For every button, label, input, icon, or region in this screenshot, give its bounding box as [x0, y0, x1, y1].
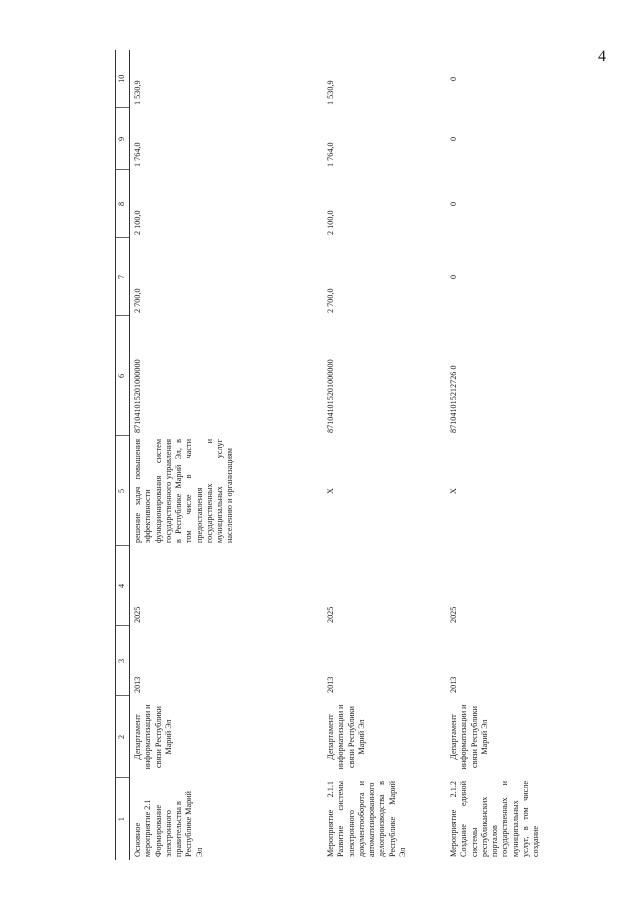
activity-name: Мероприятие 2.1.1 Развитие системы электронного документооборота и автоматизированного делопроизводства в Республике Марий Эл: [326, 781, 407, 857]
activity-name: Основное мероприятие 2.1 Формирование электронного правительства в Республике Марий Эл: [133, 791, 204, 857]
value-col10: 0: [449, 76, 458, 82]
value-col8: 2 100,0: [326, 210, 335, 235]
table-row: [323, 50, 446, 860]
end-year: 2025: [449, 606, 458, 623]
executor: Департамент информатизации и связи Республики Марий Эл: [133, 704, 173, 770]
header-cell: 5: [116, 436, 130, 546]
budget-code: 871041015212726 0: [449, 365, 458, 433]
header-cell: 3: [116, 626, 130, 696]
end-year: 2025: [133, 606, 142, 623]
value-col8: 2 100,0: [133, 210, 142, 235]
header-cell: 8: [116, 170, 130, 238]
header-row: [116, 50, 130, 860]
header-cell: 4: [116, 546, 130, 626]
activity-name: Мероприятие 2.1.2 Создание единой системы республиканских порталов государственных и муниципальных услуг, в том числе создание: [449, 781, 540, 857]
value-col7: 2 700,0: [133, 288, 142, 313]
rotated-table-container: [115, 50, 615, 860]
header-cell: 1: [116, 778, 130, 860]
value-col10: 1 530,9: [133, 80, 142, 105]
value-col8: 0: [449, 201, 458, 207]
value-col9: 1 764,0: [133, 142, 142, 167]
table-row: [446, 50, 609, 860]
value-col7: 0: [449, 274, 458, 280]
start-year: 2013: [133, 676, 142, 693]
expected-result: X: [449, 488, 458, 494]
header-cell: 6: [116, 316, 130, 436]
header-cell: 9: [116, 108, 130, 170]
end-year: 2025: [326, 606, 335, 623]
value-col7: 2 700,0: [326, 288, 335, 313]
executor: Департамент информатизации и связи Республики Марий Эл: [449, 704, 489, 770]
executor: Департамент информатизации и связи Республики Марий Эл: [326, 704, 366, 770]
header-cell: 7: [116, 238, 130, 316]
header-cell: 2: [116, 696, 130, 778]
budget-code: 871041015201000000: [133, 359, 142, 433]
header-cell: 10: [116, 50, 130, 108]
program-table: [115, 50, 609, 860]
start-year: 2013: [449, 676, 458, 693]
value-col10: 1 530,9: [326, 80, 335, 105]
start-year: 2013: [326, 676, 335, 693]
expected-result: X: [326, 488, 335, 494]
value-col9: 0: [449, 136, 458, 142]
expected-result: решение задач повышения эффективности функционирования систем государственного управления в Республике Марий Эл, в том числе в части предоставления государственных и муниципальных услуг населению и организациям: [133, 439, 235, 543]
table-row: [130, 50, 324, 860]
value-col9: 1 764,0: [326, 142, 335, 167]
page-number: 4: [598, 48, 606, 65]
budget-code: 871041015201000000: [326, 359, 335, 433]
